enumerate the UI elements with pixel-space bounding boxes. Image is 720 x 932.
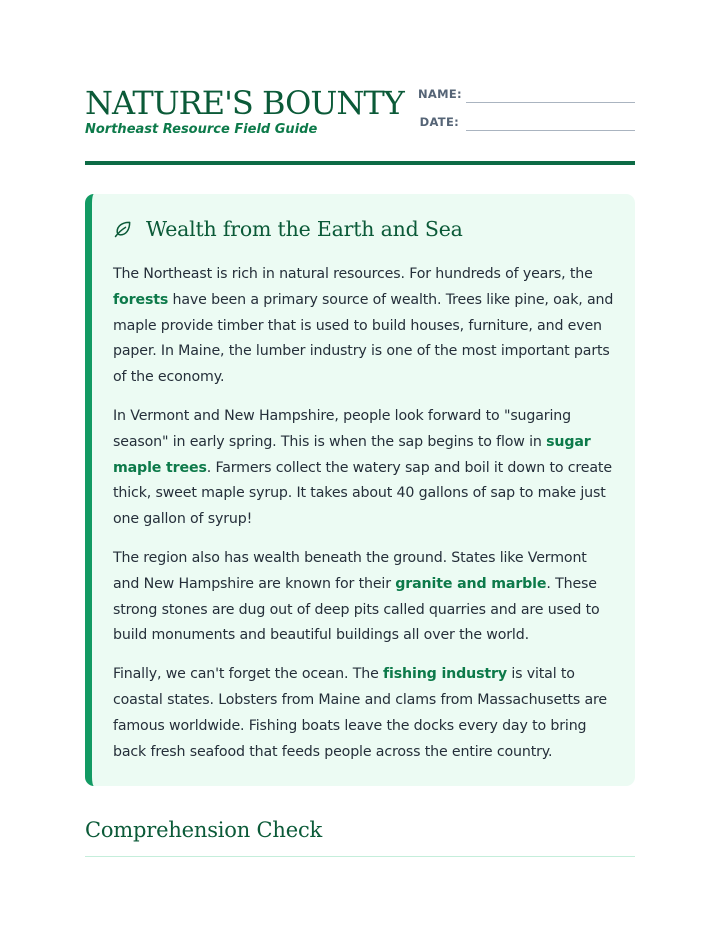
section-title: Comprehension Check [85, 818, 323, 842]
paragraph-text: Finally, we can't forget the ocean. The [113, 666, 384, 683]
date-line[interactable] [466, 130, 635, 131]
name-line[interactable] [466, 102, 635, 103]
highlight-term: sugar maple trees [113, 433, 591, 476]
paragraph-text: have been a primary source of wealth. Trees like pine, oak, and maple provide timber that is used to build houses, furniture, and even paper. In Maine, the lumber industry is one of the most important parts of the economy. [113, 291, 614, 386]
name-label: NAME: [418, 87, 462, 101]
paragraph-maple [113, 404, 615, 533]
leaf-icon [113, 219, 133, 239]
paragraph-text: The region also has wealth beneath the ground. States like Vermont and New Hampshire are known for their [113, 549, 587, 592]
page-header [85, 0, 635, 162]
date-label: DATE: [419, 115, 459, 129]
paragraph-text: . Farmers collect the watery sap and boil it down to create thick, sweet maple syrup. It takes about 40 gallons of sap to make just one gallon of syrup! [113, 459, 612, 528]
paragraph-text: In Vermont and New Hampshire, people look forward to "sugaring season" in early spring. This is when the sap begins to flow in [113, 407, 571, 450]
highlight-term: granite and marble [395, 575, 547, 592]
paragraph-stone [113, 546, 615, 649]
date-field[interactable] [418, 115, 635, 135]
card-title: Wealth from the Earth and Sea [146, 217, 463, 241]
name-field[interactable] [418, 87, 635, 107]
section-divider [85, 856, 635, 857]
paragraph-text: The Northeast is rich in natural resources. For hundreds of years, the [113, 266, 593, 282]
paragraph-text: is vital to coastal states. Lobsters from Maine and clams from Massachusetts are famous worldwide. Fishing boats leave the docks every day to bring back fresh seafood that feeds people across the entire country. [113, 666, 607, 760]
header-divider [85, 161, 635, 165]
reading-card [85, 194, 635, 786]
page-subtitle: Northeast Resource Field Guide [85, 122, 318, 137]
paragraph-fishing [113, 662, 615, 765]
card-header [113, 213, 615, 245]
paragraph-text: . These strong stones are dug out of deep pits called quarries and are used to build monuments and beautiful buildings all over the world. [113, 575, 600, 644]
highlight-term: forests [113, 291, 169, 308]
paragraph-forests [113, 262, 615, 391]
page-title: NATURE'S BOUNTY [85, 84, 404, 122]
highlight-term: fishing industry [383, 666, 507, 683]
